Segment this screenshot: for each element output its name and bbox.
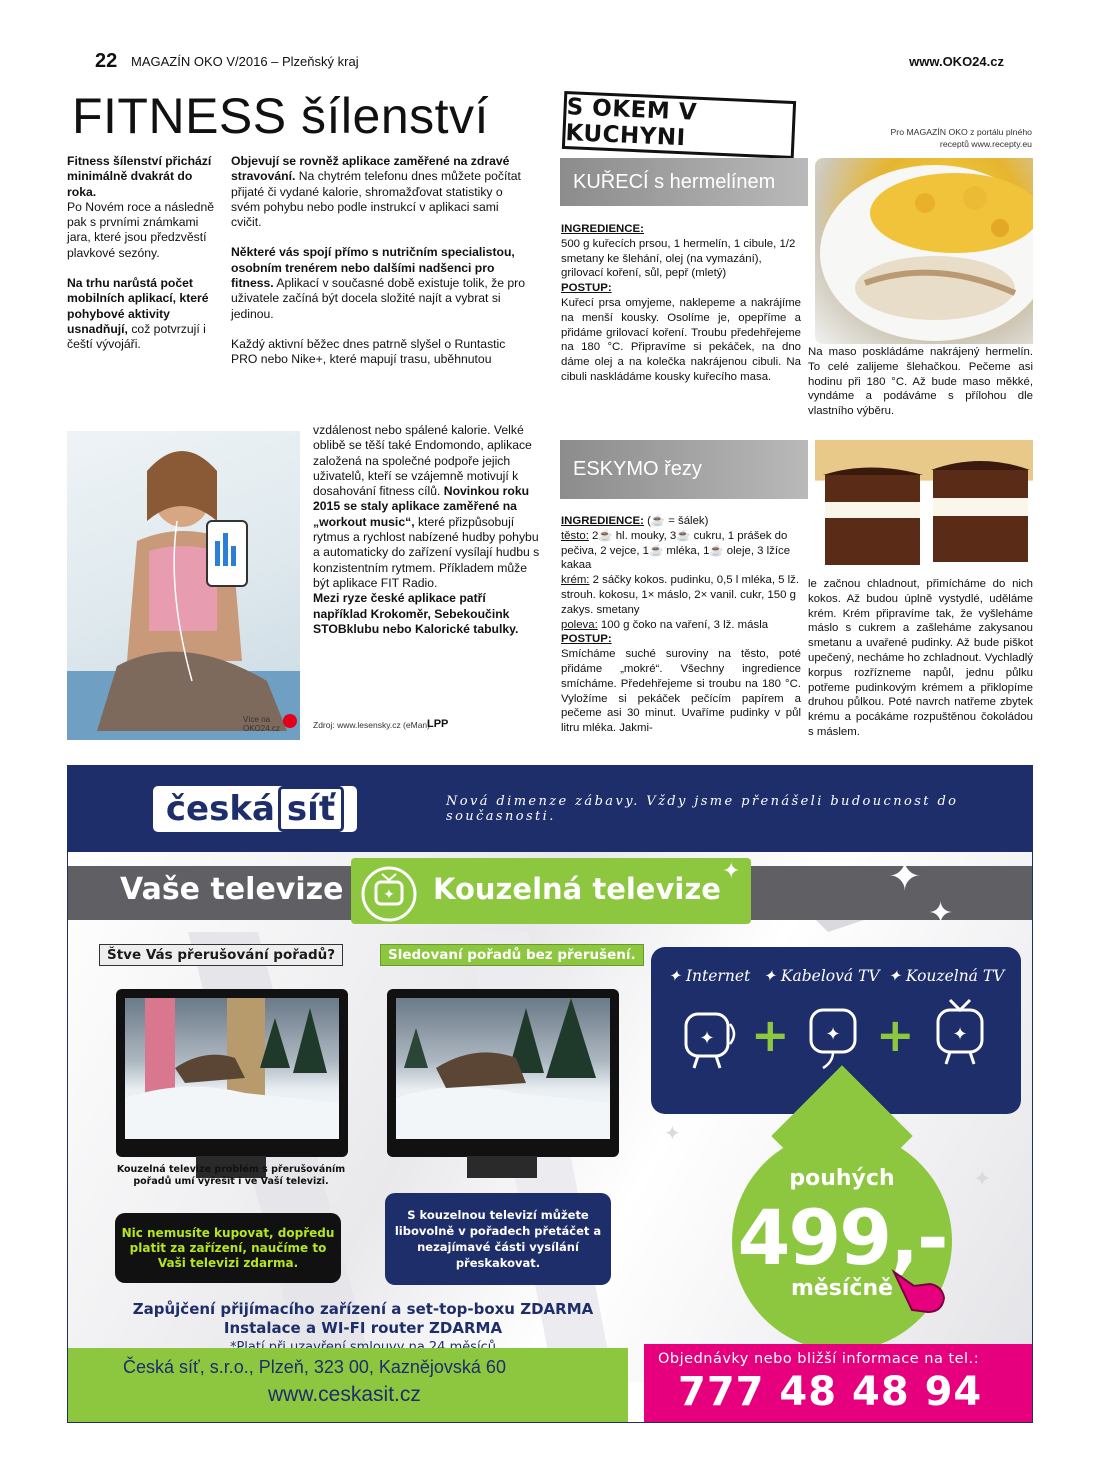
logo-text: česká [165,789,275,829]
magic-tv-heading: Kouzelná televize [433,872,721,906]
recipe-continuation: Na maso poskládáme nakrájený hermelín. To celé zalijeme šlehačkou. Pečeme asi hodinu při 180 °C. Až bude maso měkké, vyndáme a podáváme s přílohou dle vlastního výběru. [808,346,1033,418]
dough-text: 2☕ hl. mouky, 3☕ cukru, 1 prášek do pečiva, 2 vejce, 1☕ mléka, 1☕ oleje, 3 lžíce kakaa [561,529,791,572]
ingredients-text: 500 g kuřecích prsou, 1 hermelín, 1 cibule, 1/2 smetany ke šlehání, olej (na vymazání), grilovací koření, sůl, pepř (mletý) [561,237,796,280]
company-address: Česká síť, s.r.o., Plzeň, 323 00, Kaznějovská 60 [123,1357,506,1377]
ingredients-heading: INGREDIENCE: [561,223,644,235]
logo-text-boxed: síť [278,786,344,832]
article-paragraph-bold: Objevují se rovněž aplikace zaměřené na zdravé stravování. [231,154,510,184]
plus-icon: + [876,1008,915,1062]
price-prefix: pouhých [789,1166,895,1191]
internet-icon [680,1006,740,1081]
tv-monitor-interrupted [116,989,348,1157]
problem-caption: Kouzelná televize problém s přerušováním pořadů umí vyřešit i ve Vaší televizi. [116,1164,346,1187]
article-paragraph: Na chytrém telefonu dnes můžete počítat přijaté či vydané kalorie, shromažďovat statistiky o svém pohybu nebo podle instrukcí v aplikaci sami cvičit. [231,169,521,230]
no-purchase-box: Nic nemusíte kupovat, dopředu platit za zařízení, naučíme to Vaši televizi zdarma. [115,1213,341,1283]
recipe-title-bar [560,158,808,206]
article-source: Zdroj: www.lesensky.cz (eMan) [313,720,430,730]
monitor-stand [467,1156,537,1178]
chicken-dish-photo [815,158,1033,344]
magic-tv-icon [930,996,990,1077]
article-column-2 [231,154,531,368]
article-column-1 [67,154,217,353]
recipe-title: KUŘECÍ s hermelínem [573,170,776,193]
tv-monitor-uninterrupted [387,989,619,1157]
article-paragraph-bold: Mezi ryze české aplikace patří například Krokoměr, Sebekoučink STOBklubu nebo Kalorické tabulky. [313,591,519,636]
company-website[interactable]: www.ceskasit.cz [268,1383,421,1406]
price-amount: 499,- [737,1193,947,1282]
eskymo-cake-photo [815,440,1033,570]
svg-text:✦: ✦ [699,1028,715,1048]
ceska-sit-logo[interactable] [150,783,360,835]
plus-icon: + [751,1008,790,1062]
tv-screen [125,998,339,1139]
article-column-3 [313,423,543,637]
article-title: FITNESS šílenství [72,88,489,144]
svg-text:✦: ✦ [383,887,395,903]
free-offer-line: Instalace a WI-FI router ZDARMA [223,1319,503,1337]
svg-text:✦: ✦ [952,1024,968,1044]
magic-tv-icon [359,864,419,922]
site-url[interactable]: www.OKO24.cz [909,54,1004,69]
advertisement[interactable] [67,765,1033,1423]
pointing-hand-icon [890,1266,948,1316]
article-paragraph: vzdálenost nebo spálené kalorie. Velké oblibě se těší také Endomondo, aplikace založená na společné podpoře jejich uživatelů, kteří se vzájemně motivují k dosahování fitness cílů. [313,423,532,499]
cream-label: krém: [561,574,590,587]
fitness-photo [67,431,300,740]
article-paragraph-bold: Některé vás spojí přímo s nutričním specialistou, osobním trenérem nebo dalšími nadšenci pro fitness. [231,245,515,291]
solution-label: Sledovaní pořadů bez přerušení. [380,944,644,966]
method-text: Smícháme suché suroviny na těsto, poté přidáme „mokré“. Všechny ingredience smícháme. Předehřejeme si troubu na 180 °C. Vyložíme si pekáček pečícím papírem a pečeme asi 30 minut. Uvaříme pudinky v půl litru mléka. Jakmi- [561,648,801,735]
recipe-ingredients [561,222,801,385]
article-paragraph: které přizpůsobují rytmus a rychlost nabízené hudby pohybu a automaticky do zařízení vysílají hudbu s konzistentním rytmem. Příkladem může být aplikace FIT Radio. [313,514,540,590]
article-paragraph: Aplikací v současné době existuje tolik, že pro uživatele začíná být docela složité najít a vybrat si jedinou. [231,276,526,321]
star-icon: ✦ [664,1123,681,1145]
price-period: měsíčně [790,1276,894,1301]
article-paragraph-bold: Na trhu narůstá počet mobilních aplikací, které pohybové aktivity usnadňují, [67,276,209,336]
service-cable-tv: ✦ Kabelová TV [763,967,880,985]
dough-label: těsto: [561,529,589,542]
service-label: Internet [685,967,751,985]
recipe-title-bar [560,440,808,499]
rewind-feature-box: S kouzelnou televizí můžete libovolně v pořadech přetáčet a nezajímavé části vysílání přeskakovat. [385,1193,611,1285]
service-label: Kouzelná TV [905,967,1005,985]
article-author: LPP [427,718,449,730]
star-icon: ✦ [888,855,922,899]
service-magic-tv: ✦ Kouzelná TV [888,967,1005,985]
article-paragraph-bold: Novinkou roku 2015 se staly aplikace zaměřené na „workout music“, [313,484,530,529]
sparkle-icon: ✦ [722,858,741,883]
recipe-title: ESKYMO řezy [573,458,702,480]
method-text: Kuřecí prsa omyjeme, naklepeme a nakrájíme na menší kousky. Osolíme je, opepříme a přidáme grilovací koření. Troubu předehřejeme na 180 °C. Připravíme si pekáček, na dno dáme olej a na kolečka nakrájenou cibuli. Na cibuli naskládáme kousky kuřecího masa. [561,296,801,383]
photo-badge: Více na OKO24.cz [243,715,280,733]
recipe-continuation: le začnou chladnout, přimícháme do nich kokos. Až budou úplně vystydlé, uděláme krém. Krém připravíme tak, že vyšleháme máslo s cukrem a zašleháme zakysanou smetanu a uvařené pudinky. Až bude piškot upečený, necháme ho zchladnout. Vychladlý korpus rozřízneme napůl, jednu půlku potřeme pudinkovým krémem a přiklopíme druhou půlkou. Poté navrch natřeme zbytek krému a pocákáme rozpuštěnou čokoládou s máslem. [808,578,1034,738]
cable-tv-icon [803,1002,863,1077]
glaze-label: poleva: [561,618,598,631]
article-paragraph: Po Novém roce a následně pak s prvními známkami jara, které jsou předzvěstí plavkové sezóny. [67,199,215,260]
service-internet: ✦ Internet [668,967,751,985]
oko-logo-icon [283,714,297,728]
page-number: 22 [95,50,118,72]
service-label: Kabelová TV [780,967,880,985]
svg-text:✦: ✦ [825,1024,841,1044]
star-icon: ✦ [973,1166,992,1191]
problem-label: Štve Vás přerušování pořadů? [99,944,343,966]
recipe-ingredients [561,514,801,736]
recipe-section-stamp: S OKEM V KUCHYNI [562,91,796,159]
tv-screen [396,998,610,1139]
ad-slogan: Nová dimenze zábavy. Vždy jsme přenášeli budoucnost do současnosti. [446,794,959,824]
cup-note: (☕ = šálek) [643,515,709,527]
glaze-text: 100 g čoko na vaření, 3 lž. másla [597,618,769,631]
cream-text: 2 sáčky kokos. pudinku, 0,5 l mléka, 5 lž. strouh. kokosu, 1× máslo, 2× vanil. cukr, 150 g zakys. smetany [561,574,800,616]
article-lead: Fitness šílenství přichází minimálně dvakrát do roka. [67,154,212,199]
article-paragraph: což potvrzují i čeští vývojáři. [67,321,206,352]
recipe-credit: Pro MAGAZÍN OKO z portálu plného receptů www.recepty.eu [890,127,1032,149]
star-icon: ✦ [928,897,954,930]
method-heading: POSTUP: [561,282,612,295]
article-paragraph: Každý aktivní běžec dnes patrně slyšel o Runtastic PRO nebo Nike+, které mapují trasu, uběhnutou [231,336,506,367]
order-info-label: Objednávky nebo bližší informace na tel.: [658,1351,980,1367]
method-heading: POSTUP: [561,633,612,646]
order-phone-number[interactable]: 777 48 48 94 [678,1369,983,1415]
magazine-issue: MAGAZÍN OKO V/2016 – Plzeňský kraj [131,54,359,69]
free-offer-line: Zapůjčení přijímacího zařízení a set-top-boxu ZDARMA [132,1300,594,1318]
your-tv-heading: Vaše televize [120,872,344,907]
ingredients-heading: INGREDIENCE: [561,515,644,527]
